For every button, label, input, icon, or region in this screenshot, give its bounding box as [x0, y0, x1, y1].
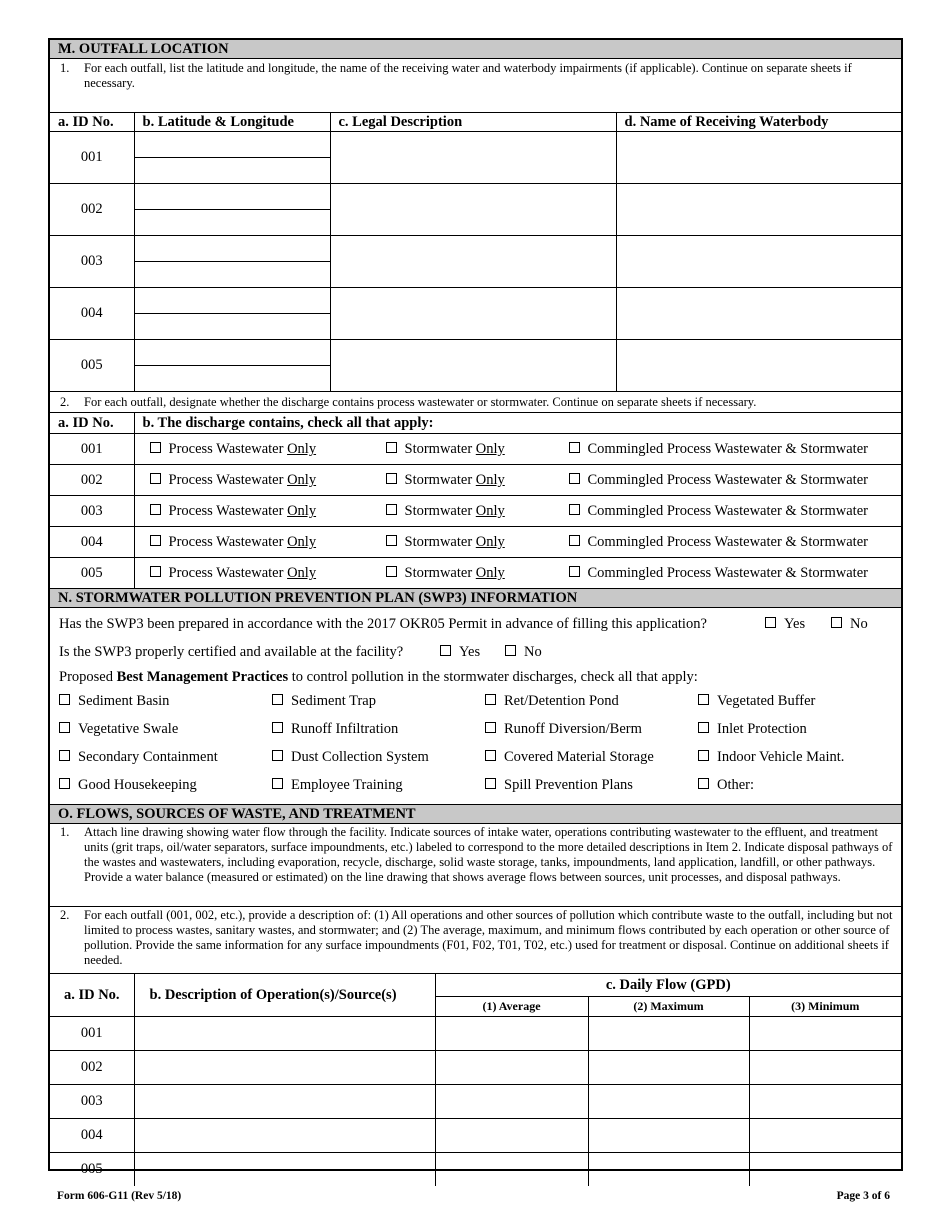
latitude-field[interactable] — [134, 132, 330, 158]
outfall-location-table — [50, 113, 901, 391]
bmp-checkbox[interactable]: Inlet Protection — [698, 721, 807, 738]
col-id-header: a. ID No. — [50, 974, 134, 1017]
checkbox-box[interactable] — [569, 504, 580, 515]
outfall-id: 002 — [50, 1051, 134, 1085]
section-n-header: N. STORMWATER POLLUTION PREVENTION PLAN (SWP3) INFORMATION — [50, 588, 901, 608]
receiving-waterbody-field[interactable] — [616, 236, 901, 288]
col-daily-flow-header: c. Daily Flow (GPD) — [435, 974, 901, 997]
average-flow-field[interactable] — [435, 1017, 588, 1051]
outfall-id: 002 — [50, 184, 134, 236]
section-m-instruction-1: 1. For each outfall, list the latitude and longitude, the name of the receiving water and waterbody impairments (if applicable). Continue on separate sheets if necessary. — [50, 59, 901, 113]
bmp-checkbox[interactable]: Sediment Basin — [59, 693, 169, 710]
stormwater-checkbox[interactable]: Stormwater Only — [386, 503, 505, 520]
maximum-flow-field[interactable] — [588, 1017, 749, 1051]
section-o-header: O. FLOWS, SOURCES OF WASTE, AND TREATMENT — [50, 805, 901, 824]
longitude-field[interactable] — [134, 314, 330, 340]
commingled-checkbox[interactable]: Commingled Process Wastewater & Stormwater — [569, 441, 868, 458]
swp3-block — [50, 608, 901, 805]
outfall-id: 001 — [50, 434, 134, 465]
checkbox-box[interactable] — [569, 473, 580, 484]
legal-description-field[interactable] — [330, 288, 616, 340]
minimum-flow-field[interactable] — [749, 1119, 901, 1153]
average-flow-field[interactable] — [435, 1153, 588, 1187]
outfall-id: 002 — [50, 465, 134, 496]
outfall-id: 001 — [50, 132, 134, 184]
q2-no-checkbox[interactable]: No — [505, 638, 542, 666]
maximum-flow-field[interactable] — [588, 1119, 749, 1153]
bmp-checkbox[interactable]: Employee Training — [272, 777, 403, 794]
commingled-checkbox[interactable]: Commingled Process Wastewater & Stormwater — [569, 472, 868, 489]
col-legal-header: c. Legal Description — [330, 113, 616, 132]
section-o-instruction-1: 1. Attach line drawing showing water flow through the facility. Indicate sources of intake water, operations contributing wastewater to the effluent, and treatment units (grit traps, oil/water separators, surface impoundments, etc.) labeled to correspond to the more detailed descriptions in Item 2. Indicate disposal pathways of the wastes and wastewaters, including evaporation, recycle, discharge, solid waste storage, tanks, impoundments, land application, landfill, or other pathways. Provide a water balance (measured or estimated) on the line drawing that shows average flows between sources, unit processes, and disposal pathways. — [50, 824, 901, 907]
stormwater-checkbox[interactable]: Stormwater Only — [386, 441, 505, 458]
receiving-waterbody-field[interactable] — [616, 132, 901, 184]
section-m-instruction-2: 2. For each outfall, designate whether the discharge contains process wastewater or stormwater. Continue on separate sheets if necessary. — [50, 391, 901, 413]
average-flow-field[interactable] — [435, 1085, 588, 1119]
process-wastewater-checkbox[interactable]: Process Wastewater Only — [150, 503, 317, 520]
flow-row — [50, 1017, 901, 1051]
section-o-instruction-2: 2. For each outfall (001, 002, etc.), provide a description of: (1) All operations and other sources of pollution which contribute waste to the outfall, including but not limited to process wastes, sanitary wastes, and stormwater; and (2) The average, maximum, and minimum flows contributed by each operation or other source of pollution. Provide the same information for any surface impoundments (F01, F02, T01, T02, etc.) used for treatment or disposal. Continue on additional sheets if needed. — [50, 907, 901, 974]
outfall-id: 004 — [50, 1119, 134, 1153]
form-number: Form 606-G11 (Rev 5/18) — [57, 1190, 182, 1202]
outfall-id: 003 — [50, 496, 134, 527]
maximum-flow-field[interactable] — [588, 1085, 749, 1119]
bmp-row — [50, 688, 901, 716]
commingled-checkbox[interactable]: Commingled Process Wastewater & Stormwater — [569, 565, 868, 582]
receiving-waterbody-field[interactable] — [616, 340, 901, 392]
checkbox-box[interactable] — [150, 535, 161, 546]
discharge-row — [50, 465, 901, 496]
flow-row — [50, 1153, 901, 1187]
col-maximum-header: (2) Maximum — [588, 997, 749, 1017]
process-wastewater-checkbox[interactable]: Process Wastewater Only — [150, 472, 317, 489]
receiving-waterbody-field[interactable] — [616, 184, 901, 236]
latitude-field[interactable] — [134, 236, 330, 262]
description-field[interactable] — [134, 1153, 435, 1187]
bmp-checkbox[interactable]: Covered Material Storage — [485, 749, 654, 766]
checkbox-box[interactable] — [569, 566, 580, 577]
bmp-checkbox[interactable]: Runoff Infiltration — [272, 721, 398, 738]
longitude-field[interactable] — [134, 158, 330, 184]
longitude-field[interactable] — [134, 366, 330, 392]
flow-row — [50, 1119, 901, 1153]
outfall-id: 005 — [50, 558, 134, 589]
discharge-row — [50, 558, 901, 589]
legal-description-field[interactable] — [330, 340, 616, 392]
outfall-id: 001 — [50, 1017, 134, 1051]
maximum-flow-field[interactable] — [588, 1051, 749, 1085]
col-average-header: (1) Average — [435, 997, 588, 1017]
section-m-header: M. OUTFALL LOCATION — [50, 40, 901, 59]
bmp-checkbox[interactable]: Good Housekeeping — [59, 777, 197, 794]
checkbox-box[interactable] — [150, 504, 161, 515]
process-wastewater-checkbox[interactable]: Process Wastewater Only — [150, 534, 317, 551]
checkbox-box[interactable] — [150, 473, 161, 484]
process-wastewater-checkbox[interactable]: Process Wastewater Only — [150, 441, 317, 458]
bmp-checkbox[interactable]: Dust Collection System — [272, 749, 429, 766]
checkbox-box[interactable] — [386, 566, 397, 577]
checkbox-box[interactable] — [386, 504, 397, 515]
outfall-id: 005 — [50, 1153, 134, 1187]
q2-yes-checkbox[interactable]: Yes — [440, 638, 480, 666]
outfall-id: 004 — [50, 288, 134, 340]
description-field[interactable] — [134, 1051, 435, 1085]
receiving-waterbody-field[interactable] — [616, 288, 901, 340]
legal-description-field[interactable] — [330, 236, 616, 288]
bmp-row — [50, 716, 901, 744]
bmp-checkbox[interactable]: Ret/Detention Pond — [485, 693, 619, 710]
checkbox-box[interactable] — [569, 442, 580, 453]
checkbox-box[interactable] — [386, 442, 397, 453]
col-id-header: a. ID No. — [50, 413, 134, 434]
checkbox-box[interactable] — [150, 566, 161, 577]
maximum-flow-field[interactable] — [588, 1153, 749, 1187]
minimum-flow-field[interactable] — [749, 1017, 901, 1051]
discharge-row — [50, 527, 901, 558]
checkbox-box[interactable] — [386, 535, 397, 546]
outfall-id: 003 — [50, 236, 134, 288]
discharge-row — [50, 434, 901, 465]
swp3-question-1: Has the SWP3 been prepared in accordance with the 2017 OKR05 Permit in advance of filling this application? Yes No — [50, 610, 901, 638]
legal-description-field[interactable] — [330, 184, 616, 236]
flow-row — [50, 1085, 901, 1119]
checkbox-box[interactable] — [386, 473, 397, 484]
page-number: Page 3 of 6 — [836, 1190, 890, 1202]
col-discharge-header: b. The discharge contains, check all that apply: — [134, 413, 901, 434]
average-flow-field[interactable] — [435, 1051, 588, 1085]
bmp-row — [50, 744, 901, 772]
latitude-field[interactable] — [134, 184, 330, 210]
outfall-id: 003 — [50, 1085, 134, 1119]
stormwater-checkbox[interactable]: Stormwater Only — [386, 565, 505, 582]
q1-no-checkbox[interactable]: No — [831, 610, 868, 638]
q1-yes-checkbox[interactable]: Yes — [765, 610, 805, 638]
col-id-header: a. ID No. — [50, 113, 134, 132]
checkbox-box[interactable] — [569, 535, 580, 546]
description-field[interactable] — [134, 1119, 435, 1153]
latitude-field[interactable] — [134, 288, 330, 314]
col-waterbody-header: d. Name of Receiving Waterbody — [616, 113, 901, 132]
bmp-checkbox[interactable]: Indoor Vehicle Maint. — [698, 749, 844, 766]
swp3-question-2: Is the SWP3 properly certified and available at the facility? Yes No — [50, 638, 901, 666]
stormwater-checkbox[interactable]: Stormwater Only — [386, 534, 505, 551]
process-wastewater-checkbox[interactable]: Process Wastewater Only — [150, 565, 317, 582]
flow-row — [50, 1051, 901, 1085]
longitude-field[interactable] — [134, 210, 330, 236]
flows-table — [50, 974, 901, 1186]
discharge-row — [50, 496, 901, 527]
average-flow-field[interactable] — [435, 1119, 588, 1153]
description-field[interactable] — [134, 1017, 435, 1051]
col-minimum-header: (3) Minimum — [749, 997, 901, 1017]
minimum-flow-field[interactable] — [749, 1085, 901, 1119]
outfall-id: 004 — [50, 527, 134, 558]
bmp-row — [50, 772, 901, 800]
col-description-header: b. Description of Operation(s)/Source(s) — [134, 974, 435, 1017]
form-page — [48, 38, 903, 1177]
latitude-field[interactable] — [134, 340, 330, 366]
minimum-flow-field[interactable] — [749, 1153, 901, 1187]
checkbox-box[interactable] — [150, 442, 161, 453]
discharge-type-table — [50, 413, 901, 588]
commingled-checkbox[interactable]: Commingled Process Wastewater & Stormwater — [569, 534, 868, 551]
bmp-checkbox[interactable]: Secondary Containment — [59, 749, 218, 766]
legal-description-field[interactable] — [330, 132, 616, 184]
stormwater-checkbox[interactable]: Stormwater Only — [386, 472, 505, 489]
col-latlong-header: b. Latitude & Longitude — [134, 113, 330, 132]
bmp-instruction: Proposed Best Management Practices to control pollution in the stormwater discharges, check all that apply: — [59, 669, 698, 685]
bmp-checkbox[interactable]: Vegetated Buffer — [698, 693, 815, 710]
bmp-checkbox[interactable]: Spill Prevention Plans — [485, 777, 633, 794]
commingled-checkbox[interactable]: Commingled Process Wastewater & Stormwater — [569, 503, 868, 520]
bmp-checkbox[interactable]: Runoff Diversion/Berm — [485, 721, 642, 738]
bmp-checkbox[interactable]: Sediment Trap — [272, 693, 376, 710]
bmp-checkbox[interactable]: Other: — [698, 777, 754, 794]
description-field[interactable] — [134, 1085, 435, 1119]
minimum-flow-field[interactable] — [749, 1051, 901, 1085]
longitude-field[interactable] — [134, 262, 330, 288]
outfall-id: 005 — [50, 340, 134, 392]
bmp-checkbox[interactable]: Vegetative Swale — [59, 721, 178, 738]
